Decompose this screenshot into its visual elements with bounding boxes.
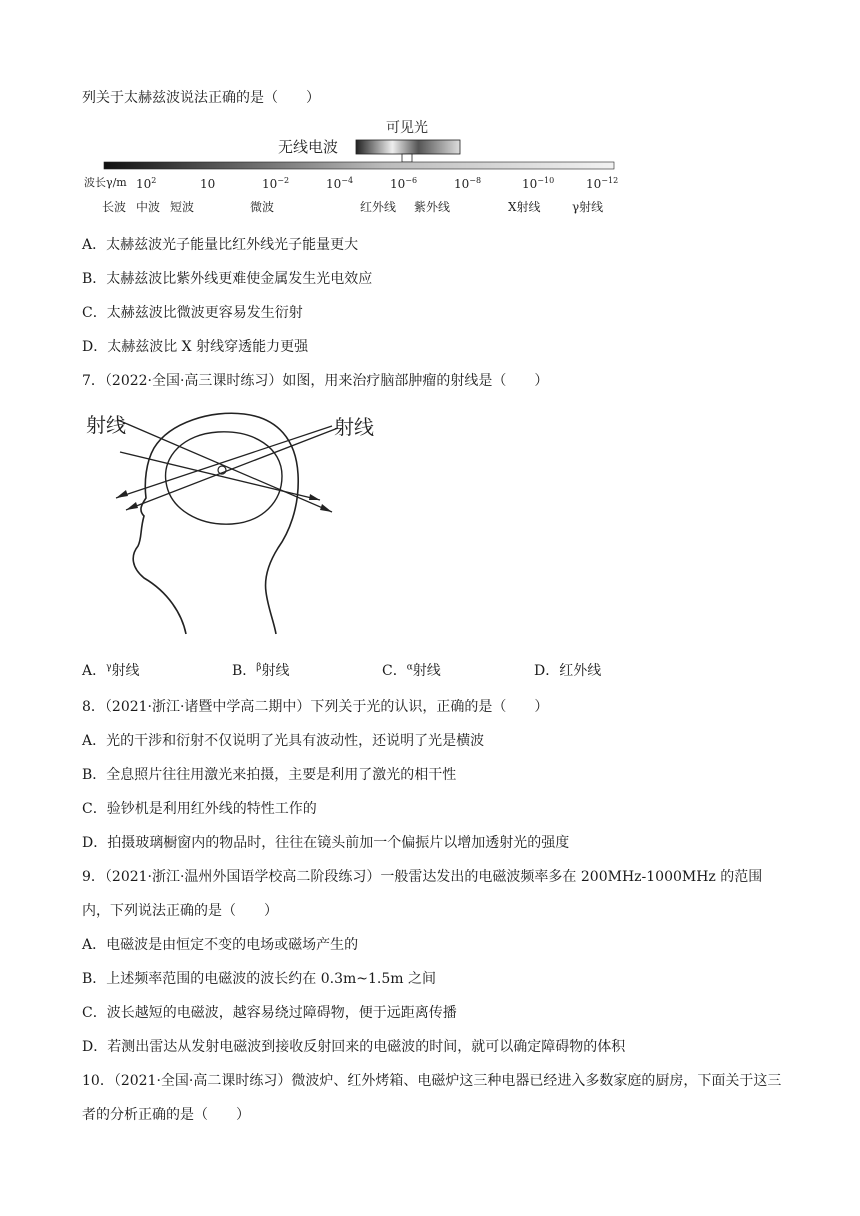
band-label: 短波 bbox=[170, 200, 195, 214]
q6-option-b: B．太赫兹波比紫外线更难使金属发生光电效应 bbox=[82, 271, 373, 287]
q6-stem: 列关于太赫兹波说法正确的是（ ） bbox=[82, 90, 320, 106]
ray-label-right: 射线 bbox=[334, 415, 374, 439]
tick-label: $10^{-8}$ bbox=[454, 176, 482, 191]
spectrum-bar bbox=[104, 162, 614, 169]
ray-arrow bbox=[116, 490, 128, 498]
radio-wave-label: 无线电波 bbox=[278, 138, 339, 156]
band-label: 中波 bbox=[136, 200, 161, 214]
band-labels bbox=[102, 199, 603, 214]
ray-line bbox=[126, 428, 338, 510]
q9-option-b: B．上述频率范围的电磁波的波长约在 0.3m~1.5m 之间 bbox=[82, 971, 436, 987]
q7-option-c: C．$^\alpha$射线 bbox=[382, 662, 441, 679]
tick-labels bbox=[136, 176, 618, 191]
band-label: 长波 bbox=[102, 200, 127, 214]
band-label: 红外线 bbox=[360, 200, 397, 214]
q9-option-a: A．电磁波是由恒定不变的电场或磁场产生的 bbox=[82, 937, 359, 953]
tick-label: $10^2$ bbox=[136, 176, 157, 191]
ray-arrow bbox=[126, 502, 138, 510]
q6-option-c: C．太赫兹波比微波更容易发生衍射 bbox=[82, 305, 303, 321]
ray-arrow bbox=[320, 504, 332, 512]
tick-label: 10 bbox=[200, 177, 216, 191]
q7-option-a: A．$^\gamma$射线 bbox=[82, 662, 140, 679]
tick-label: $10^{-4}$ bbox=[326, 176, 354, 191]
tick-label: $10^{-2}$ bbox=[262, 176, 290, 191]
q9-stem: 9．（2021·浙江·温州外国语学校高二阶段练习）一般雷达发出的电磁波频率多在 200MHz-1000MHz 的范围内，下列说法正确的是（ ） bbox=[82, 869, 763, 919]
spectrum-figure bbox=[82, 118, 622, 218]
band-label: 微波 bbox=[250, 200, 275, 214]
visible-marker bbox=[402, 154, 412, 162]
visible-light-label: 可见光 bbox=[386, 120, 428, 136]
q8-option-c: C．验钞机是利用红外线的特性工作的 bbox=[82, 801, 317, 817]
q7-option-b: B．$^\beta$射线 bbox=[232, 662, 290, 679]
band-label: X射线 bbox=[508, 200, 541, 214]
brain-outline bbox=[166, 432, 282, 524]
q8-option-b: B．全息照片往往用激光来拍摄，主要是利用了激光的相干性 bbox=[82, 767, 457, 783]
q9-option-c: C．波长越短的电磁波，越容易绕过障碍物，便于远距离传播 bbox=[82, 1005, 457, 1021]
q10-stem: 10．（2021·全国·高二课时练习）微波炉、红外烤箱、电磁炉这三种电器已经进入多数家庭的厨房，下面关于这三者的分析正确的是（ ） bbox=[82, 1073, 782, 1123]
axis-label: 波长γ/m bbox=[84, 176, 127, 189]
q8-option-a: A．光的干涉和衍射不仅说明了光具有波动性，还说明了光是横波 bbox=[82, 733, 485, 749]
ray-arrow bbox=[309, 494, 320, 500]
tick-label: $10^{-12}$ bbox=[586, 176, 619, 191]
q9-option-d: D．若测出雷达从发射电磁波到接收反射回来的电磁波的时间，就可以确定障碍物的体积 bbox=[82, 1039, 626, 1055]
visible-band bbox=[356, 140, 460, 154]
q8-option-d: D．拍摄玻璃橱窗内的物品时，往往在镜头前加一个偏振片以增加透射光的强度 bbox=[82, 835, 570, 851]
q7-stem: 7．（2022·全国·高三课时练习）如图，用来治疗脑部肿瘤的射线是（ ） bbox=[82, 373, 549, 389]
ray-line bbox=[118, 420, 332, 512]
q6-option-d: D．太赫兹波比 X 射线穿透能力更强 bbox=[82, 339, 309, 355]
ray-line bbox=[120, 452, 320, 500]
q7-option-d: D．红外线 bbox=[534, 663, 602, 679]
q7-options bbox=[82, 660, 782, 680]
ray-label-left: 射线 bbox=[86, 413, 126, 437]
band-label: 紫外线 bbox=[414, 200, 451, 214]
band-label: γ射线 bbox=[572, 200, 604, 214]
tick-label: $10^{-6}$ bbox=[390, 176, 418, 191]
q8-stem: 8．（2021·浙江·诸暨中学高二期中）下列关于光的认识，正确的是（ ） bbox=[82, 699, 549, 715]
head-ray-figure bbox=[82, 392, 382, 642]
q6-option-a: A．太赫兹波光子能量比红外线光子能量更大 bbox=[82, 237, 359, 253]
tick-label: $10^{-10}$ bbox=[522, 176, 555, 191]
